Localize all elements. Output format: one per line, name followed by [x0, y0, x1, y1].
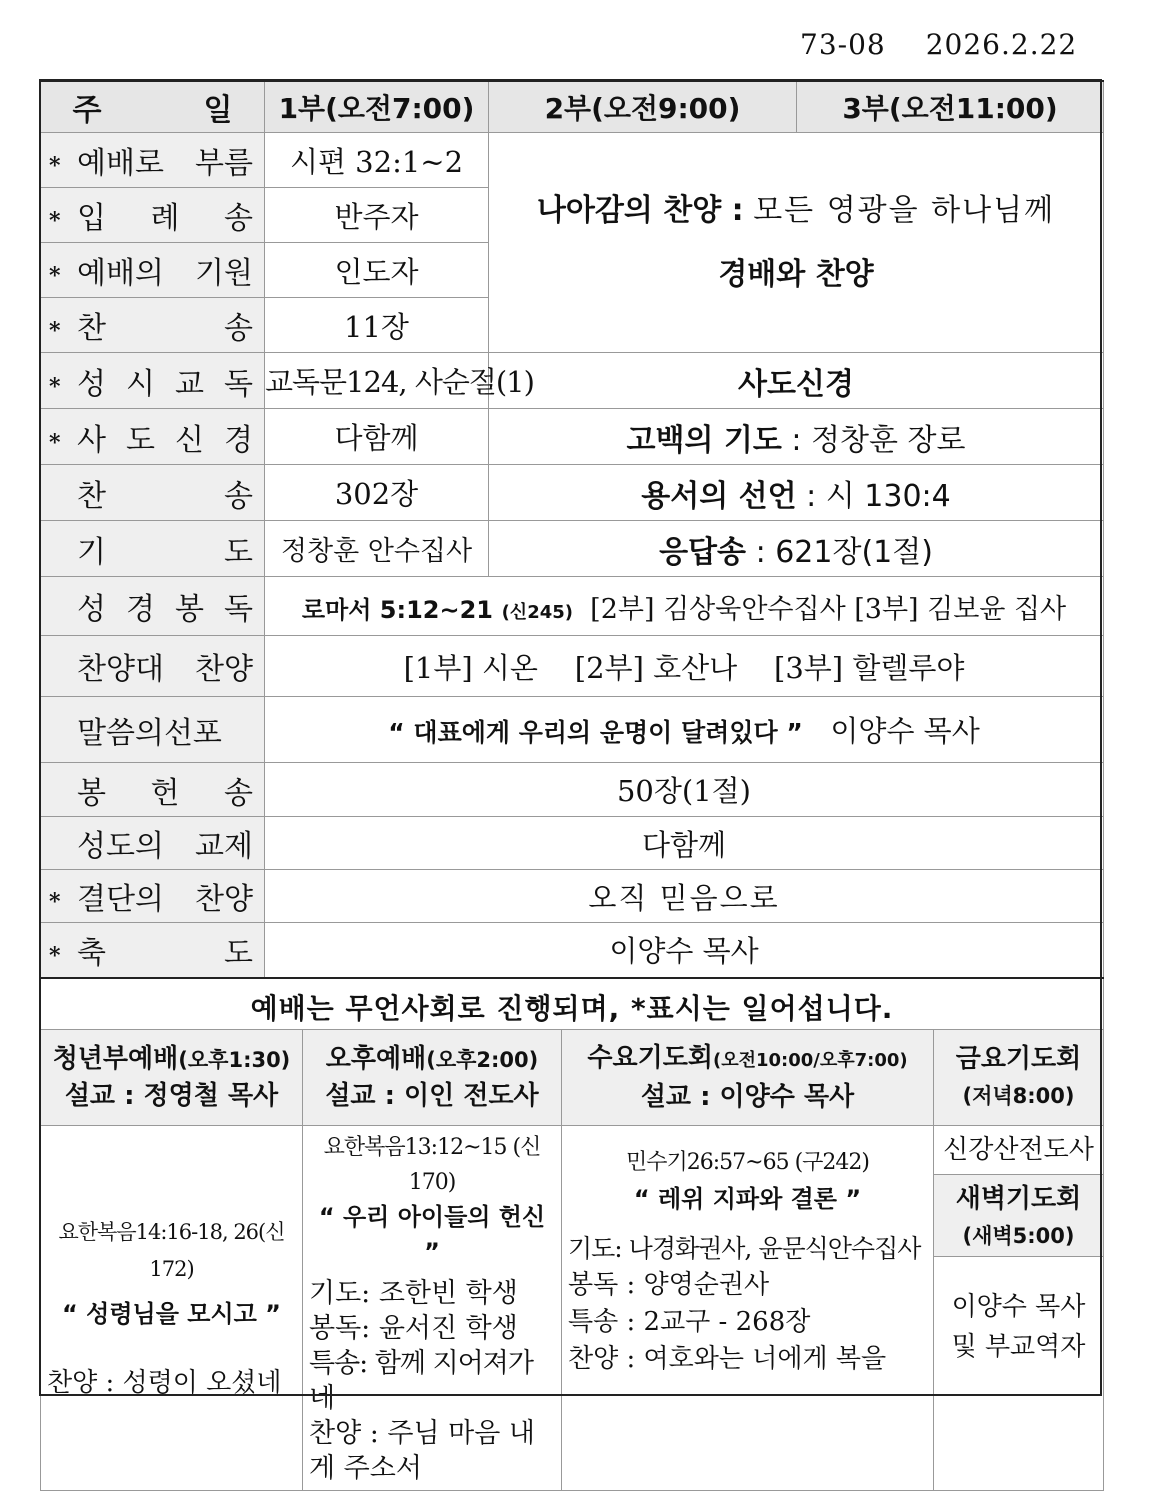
worship-order-table	[40, 80, 1104, 1036]
row-hymn2	[41, 465, 1104, 521]
label-call: 예배로 부름	[77, 146, 253, 181]
row-blessing: * 축 도 이양수 목사	[41, 923, 1104, 978]
value-intro: 반주자	[265, 188, 489, 243]
pardon-cell: 용서의 선언 : 시 130:4	[489, 465, 1104, 521]
bulletin-header	[800, 28, 1080, 61]
value-sermon	[265, 697, 1104, 763]
other-services-header	[41, 1030, 1104, 1126]
dawn-header: 새벽기도회 (새벽5:00)	[934, 1175, 1103, 1257]
friday-leader: 신강산전도사	[934, 1126, 1103, 1175]
row-scripture	[41, 577, 1104, 636]
row-fellowship	[41, 817, 1104, 870]
label-scripture: 성 경 봉 독	[77, 592, 253, 627]
label-prayer: 기 도	[77, 534, 253, 570]
row-call: * 예배로 부름 시편 32:1~2 나아감의 찬양 : 모든 영광을 하나님께 경배와 찬양	[41, 133, 1104, 188]
value-creed: 다함께	[265, 409, 489, 465]
praise-block: 나아감의 찬양 : 모든 영광을 하나님께 경배와 찬양	[489, 133, 1104, 353]
row-resolve: * 결단의 찬양 오직 믿음으로	[41, 870, 1104, 923]
value-hymn1: 11장	[265, 298, 489, 353]
row-intro: * 입 례 송 반주자	[41, 188, 1104, 243]
label-offering: 봉 헌 송	[77, 775, 253, 811]
creed-cell: 사도신경	[489, 353, 1104, 409]
label-hymn1: 찬 송	[77, 311, 253, 346]
value-prayer: 정창훈 안수집사	[265, 521, 489, 577]
col-label: 주 일	[41, 81, 265, 133]
row-invocation: * 예배의 기원 인도자	[41, 243, 1104, 298]
value-choir: [1부] 시온 [2부] 호산나 [3부] 할렐루야	[265, 636, 1104, 697]
afternoon-header: 오후예배(오후2:00) 설교 : 이인 전도사	[303, 1030, 562, 1126]
label-resolve: 결단의 찬양	[77, 882, 253, 917]
issue-date: 2026.2.22	[925, 28, 1078, 61]
row-hymn1: * 찬 송 11장	[41, 298, 1104, 353]
confession-cell: 고백의 기도 : 정창훈 장로	[489, 409, 1104, 465]
response-cell: 응답송 : 621장(1절)	[489, 521, 1104, 577]
youth-header: 청년부예배(오후1:30) 설교 : 정영철 목사	[41, 1030, 303, 1126]
other-services-table	[40, 1029, 1104, 1491]
afternoon-body: 요한복음13:12~15 (신170) “ 우리 아이들의 헌신 ” 기도: 조한빈 학생 봉독: 윤서진 학생 특송: 함께 지어져가네 찬양 : 주님 마음 내게 주소서	[303, 1126, 562, 1491]
row-sermon	[41, 697, 1104, 763]
label-fellowship: 성도의 교제	[77, 829, 253, 864]
value-blessing: 이양수 목사	[265, 923, 1104, 978]
row-prayer	[41, 521, 1104, 577]
sermon-title: “ 대표에게 우리의 운명이 달려있다 ”	[388, 718, 803, 747]
row-creed: * 사 도 신 경 다함께 고백의 기도 : 정창훈 장로	[41, 409, 1104, 465]
friday-header: 금요기도회 (저녁8:00)	[934, 1030, 1104, 1126]
value-hymn2: 302장	[265, 465, 489, 521]
col-first-service: 1부(오전7:00)	[265, 81, 489, 133]
col-second-service: 2부(오전9:00)	[489, 81, 797, 133]
wednesday-header: 수요기도회(오전10:00/오후7:00) 설교 : 이양수 목사	[562, 1030, 934, 1126]
wednesday-body: 민수기26:57~65 (구242) “ 레위 지파와 결론 ” 기도: 나경화권사, 윤문식안수집사 봉독 : 양영순권사 특송 : 2교구 - 268장 찬양 : 여호와는 너에게 복을	[562, 1126, 934, 1491]
label-invocation: 예배의 기원	[77, 256, 253, 291]
value-offering: 50장(1절)	[265, 763, 1104, 817]
row-reading: * 성 시 교 독 교독문124, 사순절(1) 사도신경	[41, 353, 1104, 409]
value-reading: 교독문124, 사순절(1)	[265, 353, 489, 409]
other-services-body	[41, 1126, 1104, 1491]
label-hymn2: 찬 송	[77, 478, 253, 514]
label-sermon: 말씀의선포	[77, 715, 222, 751]
col-third-service: 3부(오전11:00)	[797, 81, 1104, 133]
row-notice	[41, 978, 1104, 1036]
value-resolve: 오직 믿음으로	[265, 870, 1104, 923]
row-offering	[41, 763, 1104, 817]
issue-number: 73-08	[800, 28, 886, 61]
label-choir: 찬양대 찬양	[77, 652, 253, 687]
value-fellowship: 다함께	[265, 817, 1104, 870]
service-header-row	[41, 81, 1104, 133]
label-blessing: 축 도	[77, 935, 253, 971]
row-choir	[41, 636, 1104, 697]
label-intro: 입 례 송	[77, 201, 253, 236]
sermon-preacher: 이양수 목사	[830, 714, 980, 748]
value-invocation: 인도자	[265, 243, 489, 298]
standing-notice: 예배는 무언사회로 진행되며, *표시는 일어섭니다.	[41, 978, 1104, 1036]
label-reading: 성 시 교 독	[77, 366, 253, 402]
value-scripture: 로마서 5:12∼21 (신245) [2부] 김상욱안수집사 [3부] 김보윤 집사	[265, 577, 1104, 636]
friday-dawn-body	[934, 1126, 1104, 1491]
youth-body: 요한복음14:16-18, 26(신172) “ 성령님을 모시고 ” 찬양 : 성령이 오셨네	[41, 1126, 303, 1491]
value-call: 시편 32:1~2	[265, 133, 489, 188]
dawn-leaders: 이양수 목사 및 부교역자	[951, 1292, 1086, 1362]
label-creed: 사 도 신 경	[77, 422, 253, 458]
